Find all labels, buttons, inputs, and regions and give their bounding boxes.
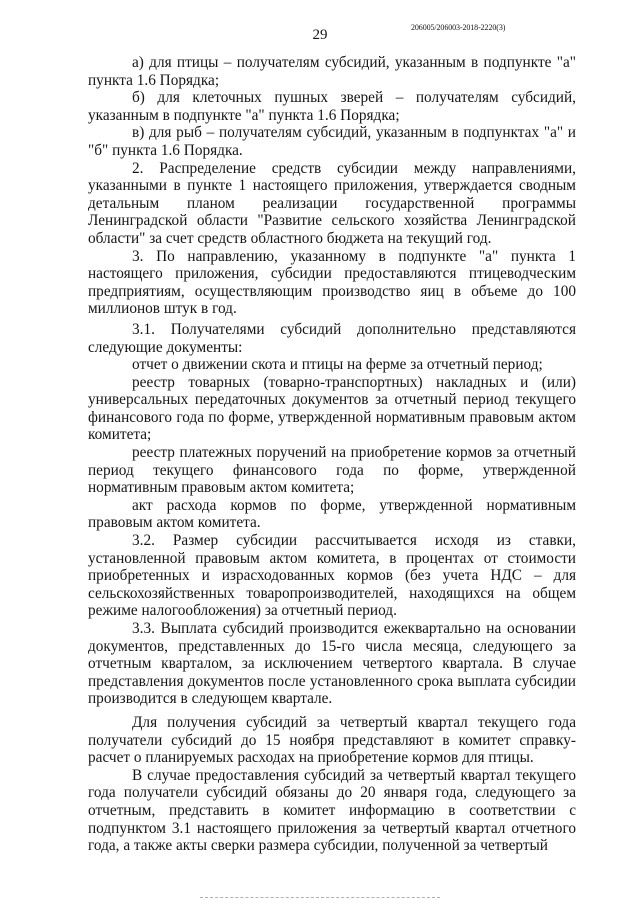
paragraph-invoice-register: реестр товарных (товарно-транспортных) накладных и (или) универсальных передаточных документов за отчетный период текущего финансового года по форме, утвержденной нормативным правовым актом комитета; [88,373,576,444]
scan-edge-mark [200,897,440,899]
paragraph-fish: в) для рыб – получателям субсидий, указанным в подпунктах "а" и "б" пункта 1.6 Порядка. [88,124,576,159]
paragraph-fourth-quarter: Для получения субсидий за четвертый квартал текущего года получатели субсидий до 15 ноября представляют в комитет справку-расчет о планируемых расходах на приобретение кормов для птицы. [88,713,576,767]
paragraph-livestock-report: отчет о движении скота и птицы на ферме за отчетный период; [132,356,543,374]
paragraph-fourth-quarter-obligations: В случае предоставления субсидий за четвертый квартал текущего года получатели субсидий обязаны до 20 января года, следующего за отчетным, представить в комитет информацию в соответствии с подпунктом 3.1 настоящего приложения за четвертый квартал отчетного года, а также акты сверки размера субсидии, полученной за четвертый [88,766,576,855]
paragraph-section-3-3: 3.3. Выплата субсидий производится ежеквартально на основании документов, представленных до 15-го числа месяца, следующего за отчетным кварталом, за исключением четвертого квартала. В случае представления документов после установленного срока выплата субсидии производится в следующем квартале. [88,620,576,708]
document-body [88,54,576,855]
paragraph-section-3-2: 3.2. Размер субсидии рассчитывается исходя из ставки, установленной правовым актом комитета, в процентах от стоимости приобретенных и израсходованных кормов (без учета НДС – для сельскохозяйственных товаропроизводителей, находящихся на общем режиме налогообложения) за отчетный период. [88,532,576,620]
page-number: 29 [312,27,328,43]
paragraph-poultry: а) для птицы – получателям субсидий, указанным в подпункте "а" пункта 1.6 Порядка; [88,54,576,89]
paragraph-payment-register: реестр платежных поручений на приобретение кормов за отчетный период текущего финансового года по форме, утвержденной нормативным правовым актом комитета; [88,444,576,497]
paragraph-section-3: 3. По направлению, указанному в подпункте "а" пункта 1 настоящего приложения, субсидии предоставляются птицеводческим предприятиям, осуществляющим производство яиц в объеме до 100 миллионов штук в год. [88,247,576,318]
paragraph-feed-act: акт расхода кормов по форме, утвержденной нормативным правовым актом комитета. [88,496,576,532]
paragraph-section-3-1: 3.1. Получателями субсидий дополнительно представляются следующие документы: [88,320,576,356]
paragraph-section-2: 2. Распределение средств субсидии между направлениями, указанными в пункте 1 настоящего приложения, утверждается сводным детальным планом реализации государственной программы Ленинградской области "Развитие сельского хозяйства Ленинградской области" за счет средств областного бюджета на текущий год. [88,159,576,247]
document-code: 206005/206003-2018-2220(3) [411,23,506,32]
paragraph-fur-animals: б) для клеточных пушных зверей – получателям субсидий, указанным в подпункте "а" пункта 1.6 Порядка; [88,89,576,124]
